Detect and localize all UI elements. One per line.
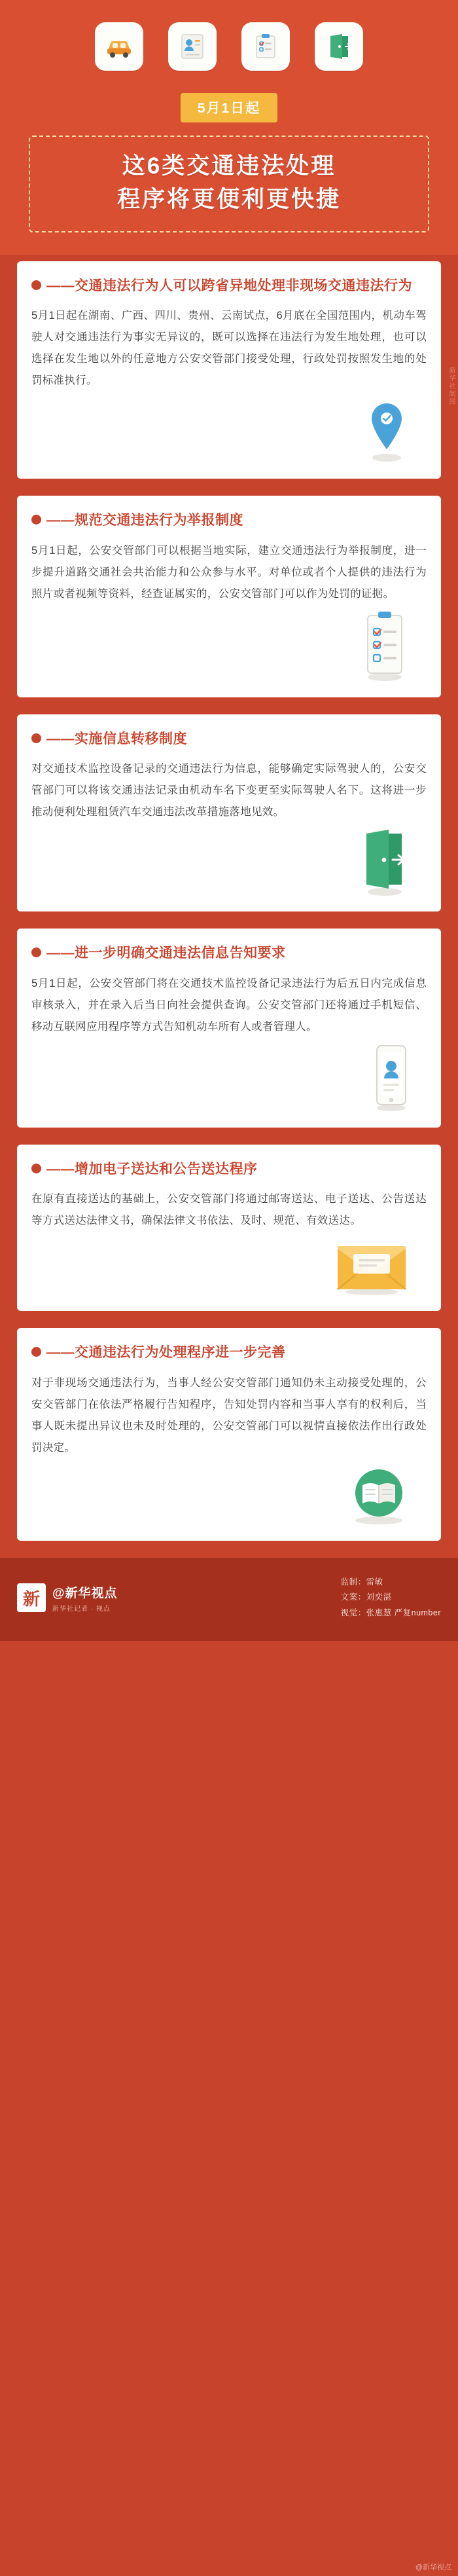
section-title: ——增加电子送达和公告送达程序 [46,1161,258,1177]
section-illustration [31,1042,427,1116]
section-header [17,929,441,970]
section-header [17,1145,441,1187]
footer [0,1558,458,1641]
section-body [17,303,441,467]
credit-line: 视觉：张惠慧 严复number [340,1608,441,1617]
bullet-dot-icon [31,515,41,524]
brand-subtitle: 新华社记者 · 视点 [52,1605,111,1613]
section-text: 对交通技术监控设备记录的交通违法行为信息，能够确定实际驾驶人的，公安交管部门可以将该交通违法记录由机动车名下变更至实际驾驶人名下。这将进一步推动便利处理租赁汽车交通违法改革措施落地见效。 [31,763,427,818]
section-title: ——进一步明确交通违法信息告知要求 [46,946,286,961]
exit-door-icon [315,22,363,71]
section-card [17,496,441,697]
section-body [17,1370,441,1529]
section-illustration [31,827,427,900]
section-body [17,1186,441,1299]
clipboard-checklist-icon [241,22,290,71]
location-pin-icon [359,396,415,464]
section-header [17,1328,441,1370]
section-title: ——交通违法行为处理程序进一步完善 [46,1345,286,1360]
section-card [17,1328,441,1541]
exit-door-icon [355,827,415,896]
credits-block [341,1575,441,1621]
brand[interactable] [17,1583,118,1613]
section-text: 在原有直接送达的基础上，公安交管部门将通过邮寄送达、电子送达、公告送达等方式送达法律文书，确保法律文书依法、及时、规范、有效送达。 [31,1193,427,1226]
section-card [17,929,441,1128]
section-text: 5月1日起，公安交管部门可以根据当地实际，建立交通违法行为举报制度，进一步提升道路交通社会共治能力和公众参与水平。对单位或者个人提供的违法行为照片或者视频等资料，经查证属实的，公安交管部门可以作为处罚的证据。 [31,544,427,600]
bullet-dot-icon [31,948,41,957]
headline-block [0,88,458,255]
credit-line: 监制：雷敏 [340,1577,383,1587]
watermark: @新华视点 [415,2564,451,2571]
brand-logo: 新 [17,1583,46,1612]
section-title: ——实施信息转移制度 [46,731,187,746]
bullet-dot-icon [31,1164,41,1173]
section-illustration [31,1463,427,1529]
section-illustration [31,1236,427,1299]
section-text: 对于非现场交通违法行为，当事人经公安交管部门通知仍未主动接受处理的，公安交管部门在依法严格履行告知程序，告知处罚内容和当事人享有的权利后，当事人既未提出异议也未及时处理的，公安交管部门可以视情直接依法作出行政处罚决定。 [31,1376,427,1454]
top-icon-strip [0,0,458,88]
bullet-dot-icon [31,280,41,290]
open-book-icon [343,1463,415,1526]
section-list [0,255,458,1541]
date-badge: 5月1日起 [181,93,277,122]
title-box [29,136,429,232]
section-card [17,1145,441,1312]
envelope-icon [328,1236,415,1296]
section-header [17,496,441,538]
section-text: 5月1日起在湖南、广西、四川、贵州、云南试点，6月底在全国范围内，机动车驾驶人对交通违法行为事实无异议的，既可以选择在违法行为发生地处理，也可以选择在发生地以外的任意地方公安交管部门接受处理，行政处罚按照发生地的处罚标准执行。 [31,310,427,386]
section-illustration [31,396,427,467]
credit-line: 文案：刘奕湛 [340,1592,392,1602]
page-title-line2: 程序将更便利更快捷 [116,186,341,212]
section-header [17,261,441,303]
section-body [17,970,441,1116]
id-card-icon [168,22,217,71]
section-header [17,714,441,756]
section-card [17,261,441,479]
side-watermark: 新华社制图 [448,367,455,406]
section-text: 5月1日起，公安交管部门将在交通技术监控设备记录违法行为后五日内完成信息审核录入，并在录入后当日向社会提供查询。公安交管部门还将通过手机短信、移动互联网应用程序等方式告知机动车所有人或者管理人。 [31,977,427,1033]
clipboard-checklist-icon [355,609,415,682]
car-icon [95,22,143,71]
page-title-line1: 这6类交通违法处理 [122,153,336,179]
bullet-dot-icon [31,733,41,743]
brand-name: @新华视点 [52,1586,118,1600]
smartphone-contact-icon [368,1042,415,1113]
bullet-dot-icon [31,1347,41,1357]
section-title: ——交通违法行为人可以跨省异地处理非现场交通违法行为 [46,278,412,293]
section-body [17,538,441,686]
section-title: ——规范交通违法行为举报制度 [46,513,243,528]
section-illustration [31,609,427,686]
section-body [17,756,441,900]
section-card [17,714,441,912]
